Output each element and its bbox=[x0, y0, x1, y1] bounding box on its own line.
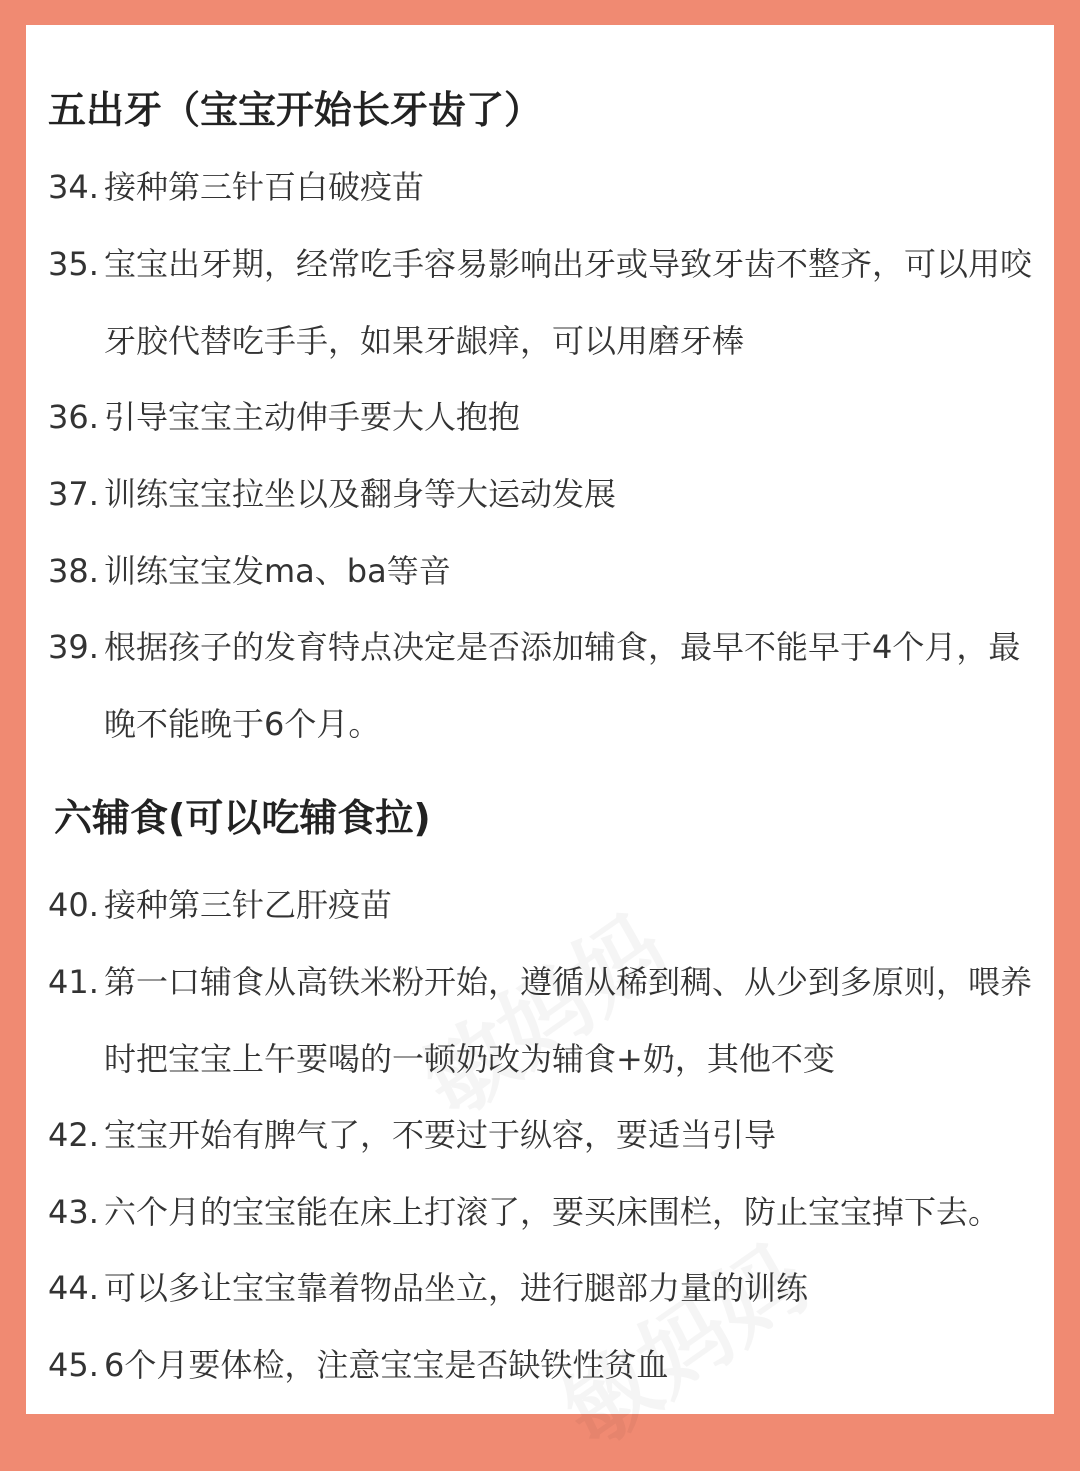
item-text: 六个月的宝宝能在床上打滚了，要买床围栏，防止宝宝掉下去。 bbox=[104, 1193, 1001, 1231]
list-item bbox=[48, 1327, 1038, 1404]
item-number: 42. bbox=[48, 1116, 99, 1154]
item-number: 37. bbox=[48, 475, 99, 513]
list-item bbox=[48, 533, 1038, 610]
item-number: 38. bbox=[48, 552, 99, 590]
section-title-complementary-food: 六辅食(可以吃辅食拉) bbox=[54, 796, 431, 840]
item-number: 43. bbox=[48, 1193, 99, 1231]
item-number: 34. bbox=[48, 168, 99, 206]
item-text: 接种第三针乙肝疫苗 bbox=[104, 886, 393, 924]
section-title-teething: 五出牙（宝宝开始长牙齿了） bbox=[48, 88, 543, 132]
item-text: 引导宝宝主动伸手要大人抱抱 bbox=[104, 398, 521, 436]
item-number: 40. bbox=[48, 886, 99, 924]
list-item bbox=[48, 149, 1038, 226]
list-item bbox=[48, 867, 1038, 944]
item-number: 36. bbox=[48, 398, 99, 436]
item-text: 训练宝宝发ma、ba等音 bbox=[104, 552, 451, 590]
item-number: 45. bbox=[48, 1346, 99, 1384]
item-text: 宝宝出牙期，经常吃手容易影响出牙或导致牙齿不整齐，可以用咬牙胶代替吃手手，如果牙龈痒，可以用磨牙棒 bbox=[104, 245, 1033, 360]
item-text: 可以多让宝宝靠着物品坐立，进行腿部力量的训练 bbox=[104, 1269, 809, 1307]
list-item bbox=[48, 226, 1038, 380]
list-item bbox=[48, 944, 1038, 1098]
list-item bbox=[48, 1250, 1038, 1327]
item-number: 39. bbox=[48, 628, 99, 666]
list-item bbox=[48, 379, 1038, 456]
item-text: 第一口辅食从高铁米粉开始，遵循从稀到稠、从少到多原则，喂养时把宝宝上午要喝的一顿奶改为辅食+奶，其他不变 bbox=[104, 963, 1033, 1078]
item-number: 41. bbox=[48, 963, 99, 1001]
item-number: 44. bbox=[48, 1269, 99, 1307]
list-item bbox=[48, 1097, 1038, 1174]
item-text: 根据孩子的发育特点决定是否添加辅食，最早不能早于4个月，最晚不能晚于6个月。 bbox=[104, 628, 1021, 743]
item-text: 6个月要体检，注意宝宝是否缺铁性贫血 bbox=[104, 1346, 669, 1384]
item-text: 训练宝宝拉坐以及翻身等大运动发展 bbox=[104, 475, 617, 513]
item-number: 35. bbox=[48, 245, 99, 283]
list-item bbox=[48, 456, 1038, 533]
item-text: 接种第三针百白破疫苗 bbox=[104, 168, 425, 206]
content-card bbox=[26, 25, 1054, 1414]
list-item bbox=[48, 1174, 1038, 1251]
item-text: 宝宝开始有脾气了，不要过于纵容，要适当引导 bbox=[104, 1116, 777, 1154]
list-item bbox=[48, 609, 1038, 763]
